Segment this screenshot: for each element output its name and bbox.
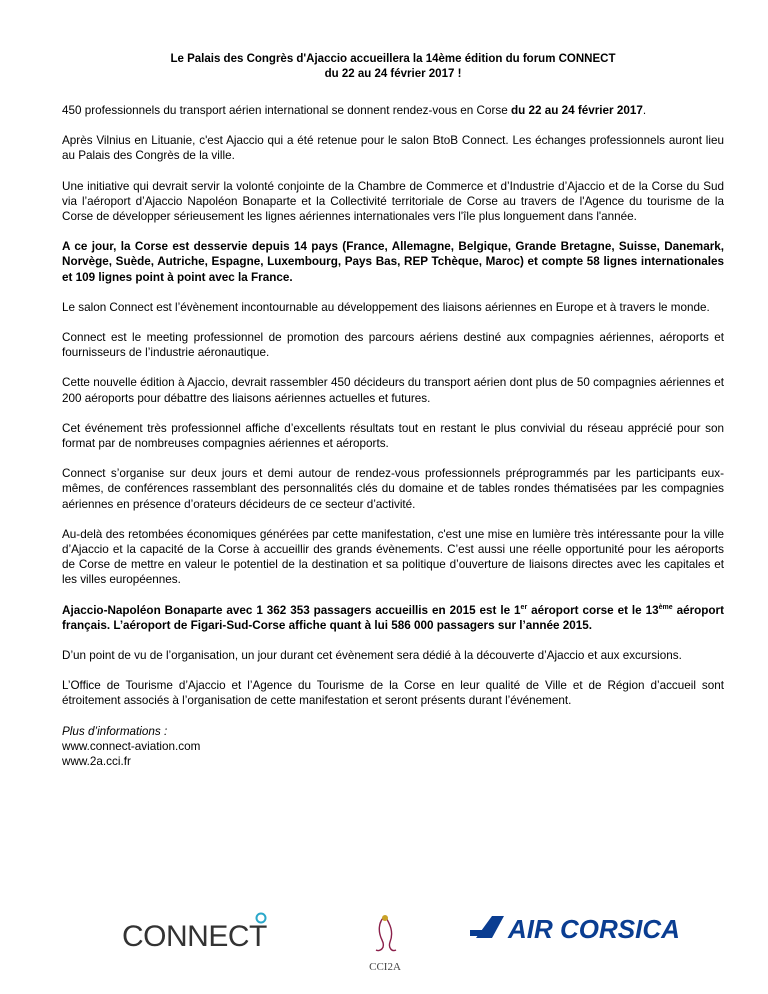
more-info-label: Plus d’informations : [62, 724, 168, 738]
cci2a-logo-text: CCI2A [369, 961, 401, 973]
paragraph-5: Le salon Connect est l’évènement incontournable au développement des liaisons aériennes en Europe et à travers le monde. [62, 300, 710, 314]
paragraph-9: Connect s’organise sur deux jours et demi autour de rendez-vous professionnels préprogrammés par les participants eux-mêmes, de conférences rassemblant des personnalités clés du domaine et de tables rondes thématisées par les compagnies aériennes en présence d’orateurs décideurs de ce secteur d’activité. [62, 467, 724, 511]
paragraph-2: Après Vilnius en Lituanie, c'est Ajaccio qui a été retenue pour le salon BtoB Connect. Les échanges professionnels auront lieu au Palais des Congrès de la ville. [62, 134, 724, 163]
p11-sup2: ème [658, 603, 673, 611]
air-corsica-emblem-icon [470, 916, 504, 938]
paragraph-6: Connect est le meeting professionnel de promotion des parcours aériens destiné aux compagnies aériennes, aéroports et fournisseurs de l’industrie aéronautique. [62, 331, 724, 360]
cci-emblem-icon [376, 916, 396, 951]
paragraph-3: Une initiative qui devrait servir la volonté conjointe de la Chambre de Commerce et d’Industrie d’Ajaccio et de la Corse du Sud via l’aéroport d’Ajaccio Napoléon Bonaparte et la Collectivité territoriale de Corse au travers de l'Agence du tourisme de la Corse de développer sérieusement les lignes aériennes internationales vers l'île plus longuement dans l'année. [62, 179, 724, 224]
p1-end: . [642, 104, 647, 117]
p1-dates: du 22 au 24 février 2017 [510, 104, 643, 117]
paragraph-8: Cet événement très professionnel affiche d’excellents résultats tout en restant le plus convivial du réseau apprécié pour son format par de nombreuses compagnies aériennes et aéroports. [62, 421, 724, 451]
connect-logo-text: CONNECT [122, 920, 267, 952]
title-line-1: Le Palais des Congrès d'Ajaccio accueillera la 14ème édition du forum CONNECT [170, 53, 616, 65]
paragraph-4: A ce jour, la Corse est desservie depuis 14 pays (France, Allemagne, Belgique, Grande Bretagne, Suisse, Danemark, Norvège, Suède, Autriche, Espagne, Luxembourg, Pays Bas, REP Tchèque, Maroc) et compte 58 lignes internationales et 109 lignes point à point avec la France. [62, 240, 724, 284]
p11-part3: aéroport français. L’aéroport de Figari-Sud-Corse affiche quant à lui 586 000 passagers sur l’année 2015. [62, 603, 724, 632]
air-corsica-logo [470, 908, 720, 953]
title-line-2: du 22 au 24 février 2017 ! [324, 68, 462, 80]
paragraph-1 [62, 103, 724, 118]
logos-row [0, 900, 768, 980]
cci2a-logo [360, 910, 410, 979]
more-info [62, 724, 724, 770]
p11-part2: aéroport corse et le 13 [527, 603, 659, 617]
connect-logo [122, 912, 272, 957]
document-page [62, 52, 724, 769]
air-corsica-logo-text: AIR CORSICA [508, 914, 680, 944]
paragraph-7: Cette nouvelle édition à Ajaccio, devrait rassembler 450 décideurs du transport aérien dont plus de 50 compagnies aériennes et 200 aéroports pour débattre des liaisons aériennes actuelles et futures. [62, 376, 724, 405]
paragraph-13: L’Office de Tourisme d’Ajaccio et l’Agence du Tourisme de la Corse en leur qualité de Ville et de Région d’accueil sont étroitement associés à l’organisation de cette manifestation et seront présents durant l’événement. [62, 679, 724, 708]
p11-sup1: er [520, 603, 528, 611]
link-cci[interactable]: www.2a.cci.fr [62, 755, 131, 769]
document-title [62, 52, 724, 82]
paragraph-10: Au-delà des retombées économiques générées par cette manifestation, c'est une mise en lumière très intéressante pour la ville d’Ajaccio et la capacité de la Corse à accueillir des grands évènements. C’est aussi une réelle opportunité pour les aéroports de Corse de mettre en valeur le potentiel de la destination et sa politique d’ouverture de liaisons directes avec les capitales et les villes européennes. [62, 527, 724, 587]
p1-text: 450 professionnels du transport aérien international se donnent rendez-vous en Corse [62, 104, 511, 117]
p11-part1: Ajaccio-Napoléon Bonaparte avec 1 362 353 passagers accueillis en 2015 est le 1 [62, 603, 521, 617]
paragraph-11 [62, 603, 724, 633]
paragraph-12: D’un point de vu de l’organisation, un jour durant cet évènement sera dédié à la découverte d’Ajaccio et aux excursions. [62, 649, 682, 663]
link-connect-aviation[interactable]: www.connect-aviation.com [62, 739, 201, 753]
